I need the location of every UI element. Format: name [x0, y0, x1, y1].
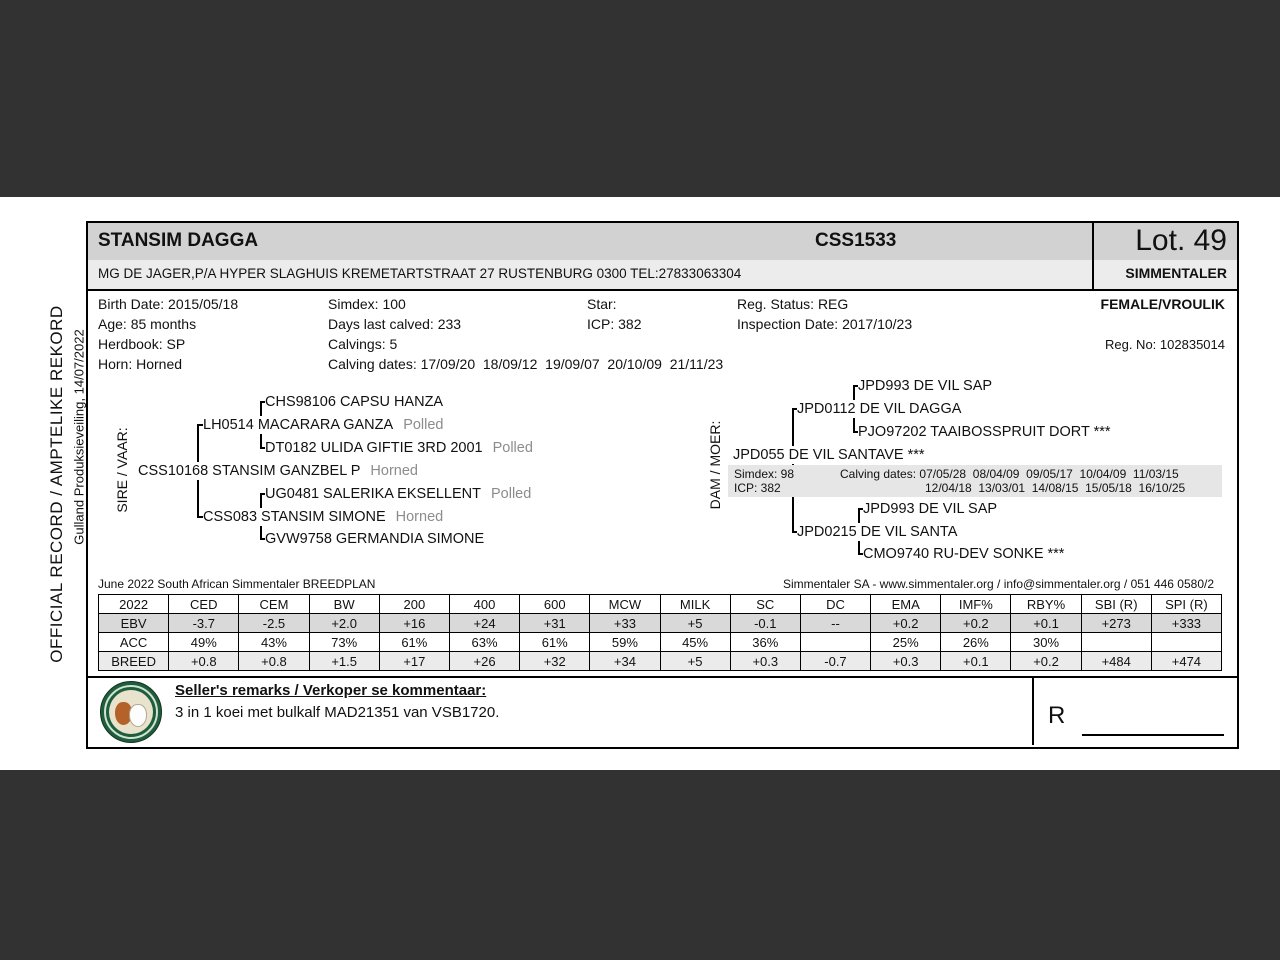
pedigree-dam-ggp1 — [858, 377, 996, 395]
pedigree-sire-ggp3 — [265, 485, 535, 503]
ebv-data-row — [99, 614, 1222, 633]
lot-number: Lot. 49 — [1135, 224, 1227, 257]
animal-id-name: CSS083 STANSIM SIMONE — [203, 509, 386, 525]
ebv-column-header: IMF% — [941, 595, 1011, 614]
ebv-column-header: SPI (R) — [1151, 595, 1221, 614]
horn-status-tag: Horned — [370, 463, 418, 479]
field-label: Simdex: — [328, 296, 379, 312]
ebv-value-cell: +333 — [1151, 614, 1221, 633]
field-age — [98, 315, 196, 333]
animal-id-name: DT0182 ULIDA GIFTIE 3RD 2001 — [265, 440, 483, 456]
remarks-text: 3 in 1 koei met bulkalf MAD21351 van VSB1720. — [175, 704, 500, 721]
dam-calving-dates-row2: 12/04/18 13/03/01 14/08/15 15/05/18 16/10/25 — [925, 481, 1186, 495]
ebv-value-cell: -0.1 — [730, 614, 800, 633]
animal-id-name: CMO9740 RU-DEV SONKE *** — [863, 546, 1065, 562]
field-value: Horned — [136, 356, 183, 372]
ebv-value-cell: -0.7 — [800, 652, 870, 671]
animal-id-name: LH0514 MACARARA GANZA — [203, 417, 394, 433]
ebv-value-cell: +0.8 — [239, 652, 309, 671]
field-reg-status — [737, 295, 848, 313]
pedigree-sire-ggp2 — [265, 439, 537, 457]
ebv-column-header: SC — [730, 595, 800, 614]
animal-id-name: JPD993 DE VIL SAP — [858, 378, 993, 394]
field-icp — [587, 315, 641, 333]
pedigree-sire — [138, 462, 422, 480]
ebv-column-header: MCW — [590, 595, 660, 614]
pedigree-sire-ggp1 — [265, 393, 447, 411]
field-value: 17/09/20 18/09/12 19/09/07 20/10/09 21/11/23 — [420, 356, 724, 372]
ebv-value-cell: 45% — [660, 633, 730, 652]
ebv-column-header: 600 — [520, 595, 590, 614]
pedigree-dam-gp1 — [797, 400, 965, 418]
sale-name-vertical-label: Gulland Produksieveiling, 14/07/2022 — [71, 329, 87, 545]
pedigree-dam-ggp4 — [863, 545, 1068, 563]
field-simdex — [328, 295, 406, 313]
ebv-column-header: CEM — [239, 595, 309, 614]
animal-id-name: JPD055 DE VIL SANTAVE *** — [733, 447, 925, 463]
animal-id-name: JPD0112 DE VIL DAGGA — [797, 401, 962, 417]
cow-head-white-icon — [129, 704, 147, 727]
ebv-data-row — [99, 633, 1222, 652]
dam-performance-box — [728, 465, 1222, 497]
horn-status-tag: Polled — [491, 486, 532, 502]
animal-id-name: UG0481 SALERIKA EKSELLENT — [265, 486, 481, 502]
field-value: 07/05/28 08/04/09 09/05/17 10/04/09 11/03/15 — [919, 467, 1179, 481]
field-label: Star: — [587, 296, 617, 312]
ebv-column-header: EMA — [871, 595, 941, 614]
field-label: Reg. Status: — [737, 296, 815, 312]
ebv-header-row — [99, 595, 1222, 614]
field-value: 2015/05/18 — [168, 296, 239, 312]
pedigree-dam-ggp3 — [863, 500, 1001, 518]
ebv-value-cell: -3.7 — [169, 614, 239, 633]
ebv-value-cell — [1151, 633, 1221, 652]
field-star — [587, 295, 617, 313]
ebv-value-cell: +5 — [660, 652, 730, 671]
breed-name: SIMMENTALER — [1125, 265, 1227, 281]
price-blank-line — [1082, 734, 1224, 736]
ebv-value-cell: 30% — [1011, 633, 1081, 652]
ebv-column-header: RBY% — [1011, 595, 1081, 614]
field-label: Calving dates: — [328, 356, 417, 372]
ebv-column-header: SBI (R) — [1081, 595, 1151, 614]
field-value: SP — [166, 336, 186, 352]
ebv-value-cell: +2.0 — [309, 614, 379, 633]
ebv-column-header: BW — [309, 595, 379, 614]
ebv-value-cell: -- — [800, 614, 870, 633]
field-days-last-calved — [328, 315, 461, 333]
ebv-value-cell: 36% — [730, 633, 800, 652]
field-birth-date — [98, 295, 238, 313]
catalog-card — [86, 221, 1239, 749]
ebv-value-cell: +0.3 — [730, 652, 800, 671]
breedplan-contact: Simmentaler SA - www.simmentaler.org / info@simmentaler.org / 051 446 0580/2 — [782, 577, 1214, 591]
field-value: 100 — [382, 296, 406, 312]
field-label: Days last calved: — [328, 316, 434, 332]
ebv-row-label: EBV — [99, 614, 169, 633]
ebv-column-header: 2022 — [99, 595, 169, 614]
ebv-column-header: 200 — [379, 595, 449, 614]
dam-icp: ICP: 382 — [734, 481, 781, 495]
horn-status-tag: Polled — [492, 440, 533, 456]
field-label: Inspection Date: — [737, 316, 839, 332]
field-label: ICP: — [587, 316, 615, 332]
field-value: 233 — [437, 316, 462, 332]
ebv-table — [98, 594, 1222, 671]
ebv-value-cell: +17 — [379, 652, 449, 671]
ebv-row-label: ACC — [99, 633, 169, 652]
field-value: 2017/10/23 — [842, 316, 913, 332]
reg-no-field — [1105, 336, 1225, 354]
ebv-value-cell: -2.5 — [239, 614, 309, 633]
ebv-value-cell: 73% — [309, 633, 379, 652]
animal-id-name: CHS98106 CAPSU HANZA — [265, 394, 444, 410]
field-herdbook — [98, 335, 185, 353]
animal-id-name: JPD993 DE VIL SAP — [863, 501, 998, 517]
ebv-value-cell: +5 — [660, 614, 730, 633]
ebv-value-cell: +0.2 — [1011, 652, 1081, 671]
ebv-value-cell: +31 — [520, 614, 590, 633]
pedigree-sire-gp2 — [203, 508, 447, 526]
field-calving-dates — [328, 355, 723, 373]
ebv-value-cell: 43% — [239, 633, 309, 652]
field-horn — [98, 355, 182, 373]
ebv-value-cell: 25% — [871, 633, 941, 652]
field-label: Reg. No: — [1104, 337, 1157, 352]
ebv-value-cell: +474 — [1151, 652, 1221, 671]
price-box — [1032, 678, 1237, 745]
animal-id-name: GVW9758 GERMANDIA SIMONE — [265, 531, 485, 547]
ebv-value-cell: +16 — [379, 614, 449, 633]
ebv-value-cell: +32 — [520, 652, 590, 671]
pedigree-dam-gp2 — [797, 523, 961, 541]
ebv-value-cell: +0.2 — [871, 614, 941, 633]
ebv-value-cell: +273 — [1081, 614, 1151, 633]
field-inspection-date — [737, 315, 912, 333]
animal-code: CSS1533 — [815, 230, 897, 251]
breedplan-source: June 2022 South African Simmentaler BREEDPLAN — [98, 577, 376, 591]
field-value: REG — [817, 296, 849, 312]
simmentaler-logo-icon — [100, 681, 162, 743]
ebv-value-cell: 59% — [590, 633, 660, 652]
pedigree-dam-ggp2 — [858, 423, 1115, 441]
field-label: Birth Date: — [98, 296, 165, 312]
ebv-value-cell: +33 — [590, 614, 660, 633]
owner-address: MG DE JAGER,P/A HYPER SLAGHUIS KREMETARTSTRAAT 27 RUSTENBURG 0300 TEL:27833063304 — [98, 266, 742, 281]
ebv-column-header: MILK — [660, 595, 730, 614]
dam-vertical-label: DAM / MOER: — [707, 420, 723, 510]
ebv-value-cell: 61% — [520, 633, 590, 652]
field-label: Calving dates: — [840, 467, 917, 481]
animal-id-name: PJO97202 TAAIBOSSPRUIT DORT *** — [858, 424, 1111, 440]
ebv-value-cell: +26 — [449, 652, 519, 671]
dam-simdex: Simdex: 98 — [734, 467, 795, 481]
animal-name: STANSIM DAGGA — [98, 230, 259, 251]
dam-calving-dates-row1 — [840, 467, 1179, 481]
pedigree-sire-gp1 — [203, 416, 448, 434]
horn-status-tag: Polled — [403, 417, 444, 433]
official-record-vertical-label: OFFICIAL RECORD / AMPTELIKE REKORD — [47, 305, 66, 663]
field-label: Horn: — [98, 356, 133, 372]
sex-label: FEMALE/VROULIK — [1100, 296, 1225, 312]
currency-symbol: R — [1048, 702, 1066, 729]
field-calvings — [328, 335, 397, 353]
ebv-value-cell: 49% — [169, 633, 239, 652]
ebv-value-cell: +0.2 — [941, 614, 1011, 633]
ebv-value-cell: +0.8 — [169, 652, 239, 671]
animal-id-name: JPD0215 DE VIL SANTA — [797, 524, 958, 540]
ebv-column-header: CED — [169, 595, 239, 614]
ebv-value-cell: +24 — [449, 614, 519, 633]
ebv-value-cell: +0.1 — [1011, 614, 1081, 633]
document-page — [0, 197, 1280, 770]
ebv-value-cell: +1.5 — [309, 652, 379, 671]
field-label: Herdbook: — [98, 336, 163, 352]
pedigree-dam — [733, 446, 929, 464]
ebv-value-cell: +0.1 — [941, 652, 1011, 671]
ebv-value-cell: +34 — [590, 652, 660, 671]
remarks-title: Seller's remarks / Verkoper se kommentaar: — [175, 682, 487, 699]
remarks-section — [88, 676, 1237, 745]
field-label: Age: — [98, 316, 127, 332]
sire-vertical-label: SIRE / VAAR: — [114, 427, 130, 513]
field-value: 102835014 — [1159, 337, 1225, 352]
field-label: Calvings: — [328, 336, 386, 352]
field-value: 5 — [389, 336, 398, 352]
field-value: 85 months — [130, 316, 197, 332]
field-value: 382 — [618, 316, 642, 332]
ebv-row-label: BREED — [99, 652, 169, 671]
header-band — [88, 223, 1237, 262]
ebv-value-cell: 61% — [379, 633, 449, 652]
ebv-value-cell — [1081, 633, 1151, 652]
logo-center — [109, 690, 153, 734]
ebv-value-cell: 26% — [941, 633, 1011, 652]
ebv-value-cell: +0.3 — [871, 652, 941, 671]
ebv-data-row — [99, 652, 1222, 671]
ebv-value-cell — [800, 633, 870, 652]
horn-status-tag: Horned — [395, 509, 444, 525]
ebv-value-cell: 63% — [449, 633, 519, 652]
ebv-column-header: DC — [800, 595, 870, 614]
ebv-column-header: 400 — [449, 595, 519, 614]
ebv-value-cell: +484 — [1081, 652, 1151, 671]
pedigree-sire-ggp4 — [265, 530, 488, 548]
header-divider — [1092, 223, 1094, 289]
animal-id-name: CSS10168 STANSIM GANZBEL P — [138, 463, 361, 479]
